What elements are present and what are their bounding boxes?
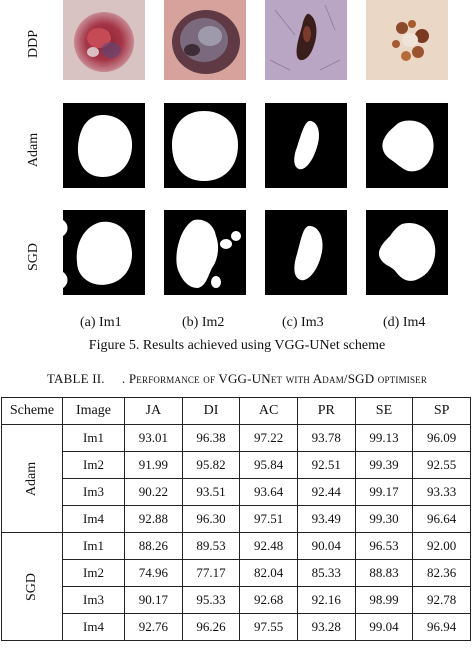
metric-cell: 93.33 — [413, 479, 471, 506]
table-title-text: . Performance of VGG-UNet with Adam/SGD optimiser — [121, 371, 428, 386]
metric-cell: 97.51 — [240, 506, 298, 533]
metric-cell: 96.94 — [413, 614, 471, 641]
header-di: DI — [182, 398, 240, 425]
scheme-label: Adam — [24, 461, 39, 497]
table-row — [2, 614, 471, 641]
metric-cell: 93.01 — [125, 425, 183, 452]
scheme-label: SGD — [23, 572, 39, 602]
table-row — [2, 533, 471, 560]
metric-cell: 96.53 — [355, 533, 413, 560]
header-ac: AC — [240, 398, 298, 425]
metric-cell: 93.64 — [240, 479, 298, 506]
metric-cell: 96.09 — [413, 425, 471, 452]
table-label: TABLE II. — [46, 371, 105, 386]
metric-cell: 88.26 — [125, 533, 183, 560]
metric-cell: 92.00 — [413, 533, 471, 560]
table-header-row — [2, 398, 471, 425]
row-label-ddp: DDP — [26, 30, 41, 59]
metric-cell: 92.55 — [413, 452, 471, 479]
metric-cell: 93.78 — [297, 425, 355, 452]
metric-cell: 92.88 — [125, 506, 183, 533]
image-cell: Im1 — [63, 425, 125, 452]
header-image: Image — [63, 398, 125, 425]
sub-caption-a: (a) Im1 — [80, 315, 122, 330]
metric-cell: 93.28 — [297, 614, 355, 641]
metric-cell: 96.26 — [182, 614, 240, 641]
metric-cell: 99.30 — [355, 506, 413, 533]
metric-cell: 90.04 — [297, 533, 355, 560]
metric-cell: 92.48 — [240, 533, 298, 560]
metric-cell: 99.13 — [355, 425, 413, 452]
dermoscopy-image-im3 — [265, 0, 347, 80]
row-label-sgd: SGD — [26, 243, 41, 272]
image-cell: Im1 — [63, 533, 125, 560]
header-ja: JA — [125, 398, 183, 425]
metric-cell: 96.64 — [413, 506, 471, 533]
figure-caption: Figure 5. Results achieved using VGG-UNet scheme — [88, 338, 386, 353]
image-cell: Im3 — [63, 587, 125, 614]
metric-cell: 90.17 — [125, 587, 183, 614]
results-table — [1, 397, 471, 641]
segmentation-mask-sgd-im1 — [63, 210, 145, 295]
metric-cell: 82.36 — [413, 560, 471, 587]
metric-cell: 93.49 — [297, 506, 355, 533]
header-scheme: Scheme — [2, 398, 63, 425]
scheme-cell — [2, 533, 63, 641]
sub-caption-d: (d) Im4 — [383, 315, 426, 330]
segmentation-mask-sgd-im3 — [265, 210, 347, 295]
header-se: SE — [355, 398, 413, 425]
metric-cell: 82.04 — [240, 560, 298, 587]
metric-cell: 74.96 — [125, 560, 183, 587]
image-cell: Im3 — [63, 479, 125, 506]
segmentation-mask-sgd-im2 — [164, 210, 246, 295]
dermoscopy-image-im2 — [164, 0, 246, 80]
metric-cell: 88.83 — [355, 560, 413, 587]
metric-cell: 99.04 — [355, 614, 413, 641]
metric-cell: 97.22 — [240, 425, 298, 452]
metric-cell: 99.39 — [355, 452, 413, 479]
scheme-cell — [2, 425, 63, 533]
metric-cell: 95.33 — [182, 587, 240, 614]
metric-cell: 77.17 — [182, 560, 240, 587]
table-row — [2, 506, 471, 533]
table-row — [2, 560, 471, 587]
dermoscopy-image-im1 — [63, 0, 145, 80]
header-pr: PR — [297, 398, 355, 425]
metric-cell: 92.76 — [125, 614, 183, 641]
metric-cell: 92.44 — [297, 479, 355, 506]
image-cell: Im2 — [63, 452, 125, 479]
image-cell: Im4 — [63, 614, 125, 641]
metric-cell: 90.22 — [125, 479, 183, 506]
sub-caption-c: (c) Im3 — [282, 315, 324, 330]
segmentation-mask-adam-im4 — [366, 103, 448, 188]
segmentation-mask-adam-im1 — [63, 103, 145, 188]
metric-cell: 92.78 — [413, 587, 471, 614]
sub-caption-b: (b) Im2 — [182, 315, 225, 330]
table-row — [2, 452, 471, 479]
table-title — [0, 371, 474, 387]
image-cell: Im4 — [63, 506, 125, 533]
metric-cell: 95.84 — [240, 452, 298, 479]
metric-cell: 95.82 — [182, 452, 240, 479]
metric-cell: 93.51 — [182, 479, 240, 506]
metric-cell: 92.51 — [297, 452, 355, 479]
metric-cell: 97.55 — [240, 614, 298, 641]
metric-cell: 99.17 — [355, 479, 413, 506]
metric-cell: 89.53 — [182, 533, 240, 560]
dermoscopy-image-im4 — [366, 0, 448, 80]
metric-cell: 85.33 — [297, 560, 355, 587]
metric-cell: 91.99 — [125, 452, 183, 479]
header-sp: SP — [413, 398, 471, 425]
table-row — [2, 587, 471, 614]
table-row — [2, 479, 471, 506]
metric-cell: 92.68 — [240, 587, 298, 614]
segmentation-mask-adam-im3 — [265, 103, 347, 188]
table-body — [2, 425, 471, 641]
metric-cell: 96.30 — [182, 506, 240, 533]
metric-cell: 98.99 — [355, 587, 413, 614]
metric-cell: 92.16 — [297, 587, 355, 614]
image-cell: Im2 — [63, 560, 125, 587]
table-row — [2, 425, 471, 452]
segmentation-mask-sgd-im4 — [366, 210, 448, 295]
metric-cell: 96.38 — [182, 425, 240, 452]
segmentation-mask-adam-im2 — [164, 103, 246, 188]
row-label-adam: Adam — [26, 132, 41, 168]
